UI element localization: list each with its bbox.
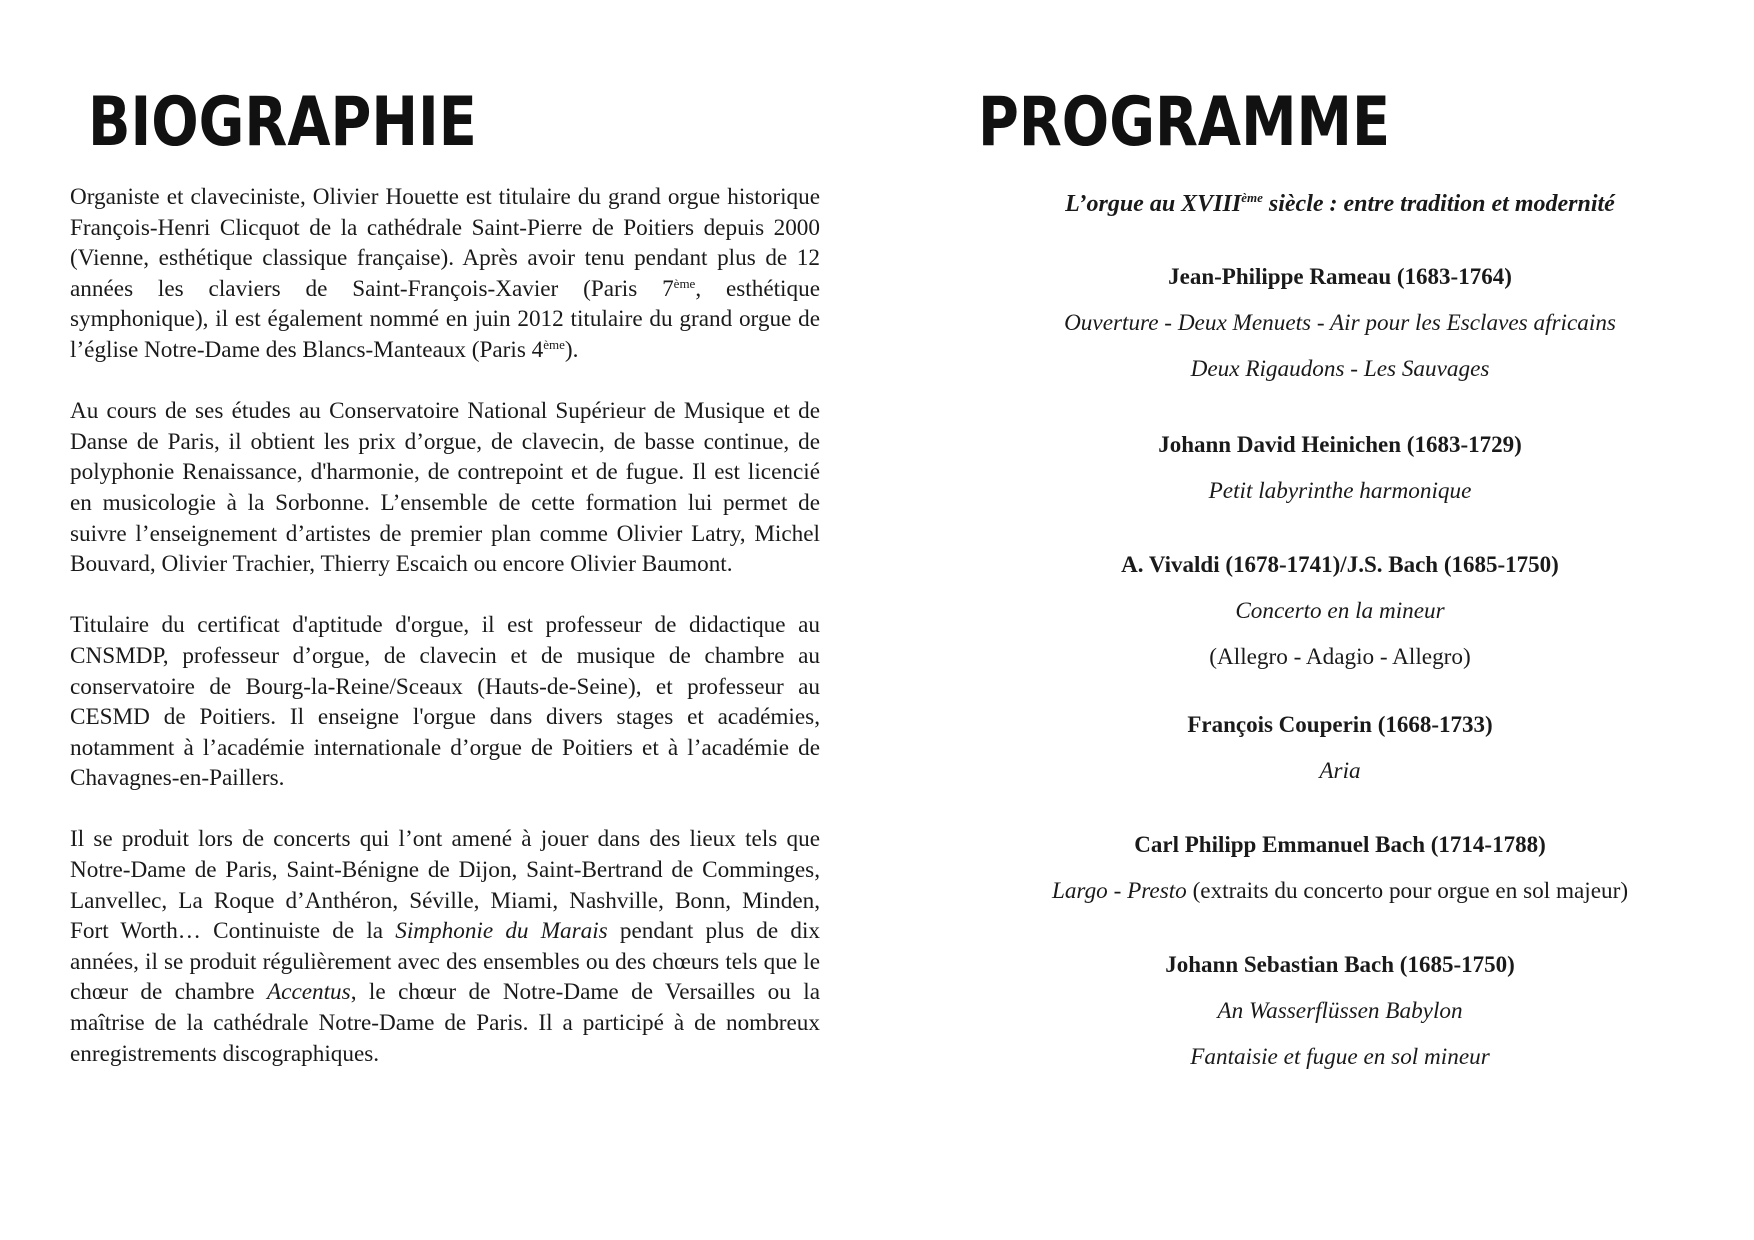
bio-p4-italic-1: Simphonie du Marais (395, 918, 608, 945)
biography-paragraph-4 (70, 824, 820, 1069)
programme-subtitle (990, 188, 1690, 220)
bio-p4-text-b: pendant plus de dix années, il se produit régulièrement avec des ensembles ou des chœurs tels que le chœur de chambre (70, 918, 820, 1006)
work-title (990, 596, 1690, 626)
work-title-italic: Largo - Presto (1051, 878, 1187, 904)
work-title (990, 354, 1690, 384)
programme-heading: PROGRAMME (978, 83, 1391, 162)
subtitle-superscript: ème (1241, 190, 1263, 205)
bio-p1-text-b: , esthétique symphonique), il est également nommé en juin 2012 titulaire du grand orgue de l’église Notre-Dame des Blancs-Manteaux (Paris 4 (70, 275, 820, 363)
composer-name: A. Vivaldi (1678-1741)/J.S. Bach (1685-1750) (1121, 552, 1559, 577)
programme-entry-cpe-bach (990, 830, 1690, 906)
biography-heading: BIOGRAPHIE (88, 83, 477, 162)
work-title-italic: An Wasserflüssen Babylon (1217, 998, 1463, 1024)
work-title-italic: Concerto en la mineur (1235, 598, 1445, 624)
programme-entry-rameau (990, 262, 1690, 384)
bio-p1-text-a: Organiste et claveciniste, Olivier Houette est titulaire du grand orgue historique François-Henri Clicquot de la cathédrale Saint-Pierre de Poitiers depuis 2000 (Vienne, esthétique classique française). Après avoir tenu pendant plus de 12 années les claviers de Saint-François-Xavier (Paris 7 (70, 184, 820, 302)
work-title (990, 756, 1690, 786)
bio-p1-superscript-1: ème (673, 275, 696, 291)
subtitle-text-b: siècle : entre tradition et modernité (1262, 191, 1615, 217)
bio-p4-italic-2: Accentus (266, 979, 351, 1006)
work-title-italic: Aria (1319, 758, 1361, 784)
programme-entry-couperin (990, 710, 1690, 786)
biography-paragraph-2: Au cours de ses études au Conservatoire National Supérieur de Musique et de Danse de Paris, il obtient les prix d’orgue, de clavecin, de basse continue, de polyphonie Renaissance, d'harmonie, de contrepoint et de fugue. Il est licencié en musicologie à la Sorbonne. L’ensemble de cette formation lui permet de suivre l’enseignement d’artistes de premier plan comme Olivier Latry, Michel Bouvard, Olivier Trachier, Thierry Escaich ou encore Olivier Baumont. (70, 398, 820, 578)
work-title-italic: Fantaisie et fugue en sol mineur (1190, 1044, 1490, 1070)
programme-list (990, 188, 1690, 1072)
biography-paragraph-1 (70, 182, 820, 366)
work-title-italic: Petit labyrinthe harmonique (1208, 478, 1472, 504)
work-title (990, 476, 1690, 506)
work-title (990, 1042, 1690, 1072)
work-title (990, 308, 1690, 338)
subtitle-text-a: L’orgue au XVIII (1065, 191, 1242, 217)
composer-name: Johann David Heinichen (1683-1729) (1158, 432, 1522, 457)
work-title (990, 876, 1690, 906)
composer-name: Johann Sebastian Bach (1685-1750) (1165, 952, 1515, 977)
bio-p1-text-c: ). (564, 336, 579, 363)
programme-entry-heinichen (990, 430, 1690, 506)
work-movements: (Allegro - Adagio - Allegro) (1209, 644, 1471, 670)
biography-paragraph-3: Titulaire du certificat d'aptitude d'orgue, il est professeur de didactique au CNSMDP, professeur d’orgue, de clavecin et de musique de chambre au conservatoire de Bourg-la-Reine/Sceaux (Hauts-de-Seine), et professeur au CESMD de Poitiers. Il enseigne l'orgue dans divers stages et académies, notamment à l’académie internationale d’orgue de Poitiers et à l’académie de Chavagnes-en-Paillers. (70, 612, 820, 792)
biography-text (70, 182, 820, 1069)
composer-name: Jean-Philippe Rameau (1683-1764) (1168, 264, 1512, 289)
bio-p4-text-a: Il se produit lors de concerts qui l’ont amené à jouer dans des lieux tels que Notre-Dame de Paris, Saint-Bénigne de Dijon, Saint-Bertrand de Comminges, Lanvellec, La Roque d’Anthéron, Séville, Miami, Nashville, Bonn, Minden, Fort Worth… Continuiste de la (70, 826, 820, 945)
work-title-italic: Ouverture - Deux Menuets - Air pour les Esclaves africains (1064, 310, 1616, 336)
composer-name: François Couperin (1668-1733) (1187, 712, 1493, 737)
work-title-italic: Deux Rigaudons - Les Sauvages (1190, 356, 1490, 382)
work-title-detail: (extraits du concerto pour orgue en sol majeur) (1186, 878, 1629, 904)
bio-p4-text-c: , le chœur de Notre-Dame de Versailles ou la maîtrise de la cathédrale Notre-Dame de Paris. Il a participé à de nombreux enregistrements discographiques. (70, 979, 820, 1067)
work-title (990, 996, 1690, 1026)
programme-entry-vivaldi-bach (990, 550, 1690, 672)
bio-p1-superscript-2: ème (543, 336, 565, 352)
composer-name: Carl Philipp Emmanuel Bach (1714-1788) (1134, 832, 1546, 857)
programme-entry-js-bach (990, 950, 1690, 1072)
